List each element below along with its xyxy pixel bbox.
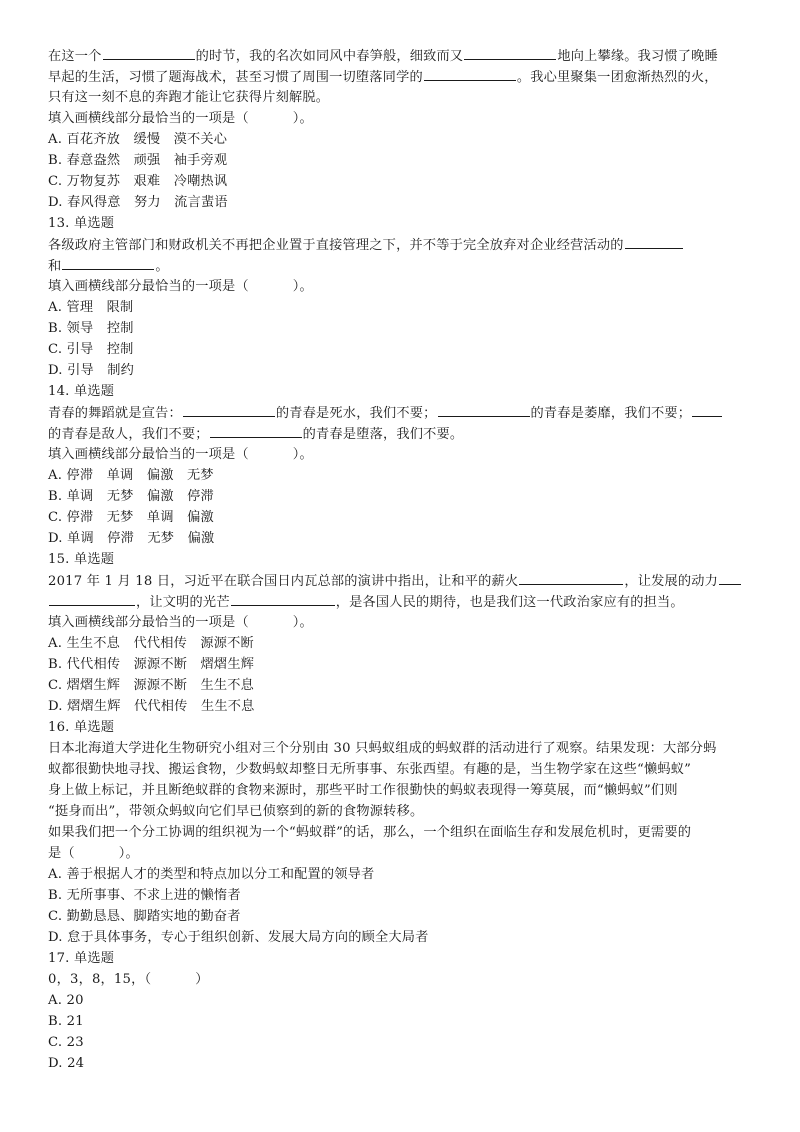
q14-prompt: 填入画横线部分最恰当的一项是（ ）。	[48, 447, 313, 462]
q13-stem-line-1	[48, 234, 684, 255]
q15-stem-line-2	[48, 591, 684, 612]
q13-option-c[interactable]: C. 引导 控制	[48, 342, 134, 357]
q12-blank-1	[103, 45, 195, 60]
q16-stem-line-6: 是（ ）。	[48, 846, 139, 861]
q12-blank-3	[424, 66, 516, 81]
q16-heading: 16. 单选题	[48, 720, 115, 735]
q15-option-c[interactable]: C. 熠熠生辉 源源不断 生生不息	[48, 678, 255, 693]
q15-blank-1	[519, 570, 623, 585]
q15-text: ，让发展的动力	[624, 574, 719, 589]
q12-prompt: 填入画横线部分最恰当的一项是（ ）。	[48, 111, 313, 126]
q15-stem-line-1	[48, 570, 742, 591]
q14-blank-3	[692, 402, 722, 417]
q14-option-c[interactable]: C. 停滞 无梦 单调 偏激	[48, 510, 214, 525]
q12-stem-line-1	[48, 45, 718, 66]
q12-text: 。我心里聚集一团愈渐热烈的火，	[516, 70, 718, 85]
q12-text: 在这一个	[48, 49, 102, 64]
q15-option-b[interactable]: B. 代代相传 源源不断 熠熠生辉	[48, 657, 255, 672]
q16-stem-line-3: 身上做上标记，并且断绝蚁群的食物来源时，那些平时工作很勤快的蚂蚁表现得一筹莫展，而“懒蚂蚁”们则	[48, 783, 678, 798]
q16-option-d[interactable]: D. 怠于具体事务，专心于组织创新、发展大局方向的顾全大局者	[48, 930, 429, 945]
q14-heading: 14. 单选题	[48, 384, 115, 399]
q12-text: 早起的生活，习惯了题海战术，甚至习惯了周围一切堕落同学的	[48, 70, 423, 85]
q12-option-d[interactable]: D. 春风得意 努力 流言蜚语	[48, 195, 228, 210]
q12-option-b[interactable]: B. 春意盎然 顽强 袖手旁观	[48, 153, 228, 168]
q14-option-d[interactable]: D. 单调 停滞 无梦 偏激	[48, 531, 215, 546]
q17-option-c[interactable]: C. 23	[48, 1035, 84, 1050]
q14-stem-line-1	[48, 402, 723, 423]
q14-text: 的青春是萎靡，我们不要；	[530, 406, 692, 421]
q13-text: 各级政府主管部门和财政机关不再把企业置于直接管理之下，并不等于完全放弃对企业经营活动的	[48, 238, 624, 253]
q15-option-d[interactable]: D. 熠熠生辉 代代相传 生生不息	[48, 699, 255, 714]
q13-blank-1	[625, 234, 683, 249]
q13-heading: 13. 单选题	[48, 216, 115, 231]
q15-text: ，是各国人民的期待，也是我们这一代政治家应有的担当。	[335, 595, 684, 610]
q15-blank-2b	[49, 591, 135, 606]
q12-stem-line-3: 只有这一刻不息的奔跑才能让它获得片刻解脱。	[48, 90, 330, 105]
q17-option-a[interactable]: A. 20	[48, 993, 84, 1008]
q12-text: 地向上攀缘。我习惯了晚睡	[557, 49, 718, 64]
q16-stem-line-1: 日本北海道大学进化生物研究小组对三个分别由 30 只蚂蚁组成的蚂蚁群的活动进行了观察。结果发现：大部分蚂	[48, 741, 717, 756]
q14-text: 的青春是死水，我们不要；	[275, 406, 437, 421]
q13-option-d[interactable]: D. 引导 制约	[48, 363, 135, 378]
q17-option-b[interactable]: B. 21	[48, 1014, 84, 1029]
q16-option-b[interactable]: B. 无所事事、不求上进的懒惰者	[48, 888, 241, 903]
q17-heading: 17. 单选题	[48, 951, 115, 966]
q15-text: ，让文明的光芒	[136, 595, 230, 610]
q15-heading: 15. 单选题	[48, 552, 115, 567]
q16-stem-line-4: “挺身而出”，带领众蚂蚁向它们早已侦察到的新的食物源转移。	[48, 804, 424, 819]
q13-stem-line-2	[48, 255, 169, 276]
q12-text: 的时节，我的名次如同风中春笋般，细致而又	[195, 49, 464, 64]
q15-blank-3	[231, 591, 335, 606]
q13-text: 。	[155, 259, 169, 274]
q17-option-d[interactable]: D. 24	[48, 1056, 85, 1071]
q14-option-a[interactable]: A. 停滞 单调 偏激 无梦	[48, 468, 214, 483]
q16-stem-line-2: 蚁都很勤快地寻找、搬运食物，少数蚂蚁却整日无所事事、东张西望。有趣的是，当生物学家在这些“懒蚂蚁”	[48, 762, 692, 777]
q14-blank-4	[210, 423, 302, 438]
q12-option-c[interactable]: C. 万物复苏 艰难 冷嘲热讽	[48, 174, 228, 189]
q14-blank-2	[438, 402, 530, 417]
q13-option-b[interactable]: B. 领导 控制	[48, 321, 134, 336]
q17-stem: 0，3，8，15，（ ）	[48, 972, 209, 987]
q12-blank-2	[464, 45, 556, 60]
q16-stem-line-5: 如果我们把一个分工协调的组织视为一个“蚂蚁群”的话，那么，一个组织在面临生存和发展危机时，更需要的	[48, 825, 692, 840]
q15-blank-2	[719, 570, 741, 585]
q13-text: 和	[48, 259, 62, 274]
q16-option-c[interactable]: C. 勤勤恳恳、脚踏实地的勤奋者	[48, 909, 241, 924]
q14-stem-line-2	[48, 423, 463, 444]
q14-text: 的青春是堕落，我们不要。	[302, 427, 464, 442]
q15-text: 2017 年 1 月 18 日，习近平在联合国日内瓦总部的演讲中指出，让和平的薪火	[48, 574, 519, 589]
q13-prompt: 填入画横线部分最恰当的一项是（ ）。	[48, 279, 313, 294]
q15-option-a[interactable]: A. 生生不息 代代相传 源源不断	[48, 636, 254, 651]
q12-option-a[interactable]: A. 百花齐放 缓慢 漠不关心	[48, 132, 228, 147]
q13-blank-2	[62, 255, 154, 270]
q14-text: 的青春是敌人，我们不要；	[48, 427, 209, 442]
q15-prompt: 填入画横线部分最恰当的一项是（ ）。	[48, 615, 313, 630]
q13-option-a[interactable]: A. 管理 限制	[48, 300, 134, 315]
q12-stem-line-2	[48, 66, 718, 87]
q14-option-b[interactable]: B. 单调 无梦 偏激 停滞	[48, 489, 214, 504]
q14-blank-1	[183, 402, 275, 417]
q14-text: 青春的舞蹈就是宣告：	[48, 406, 182, 421]
q16-option-a[interactable]: A. 善于根据人才的类型和特点加以分工和配置的领导者	[48, 867, 375, 882]
